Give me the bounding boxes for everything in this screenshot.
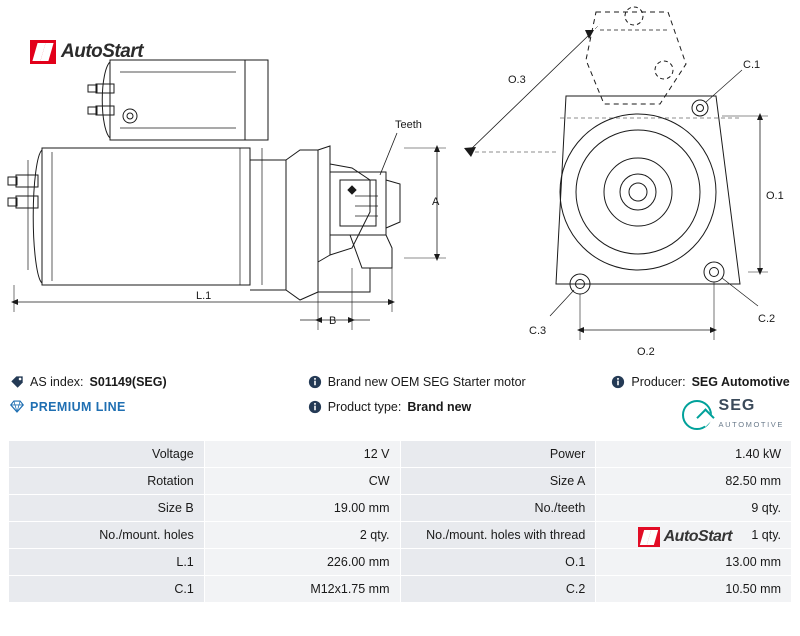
producer-label: Producer: bbox=[631, 375, 686, 389]
info-icon bbox=[308, 374, 322, 389]
info-icon bbox=[308, 399, 322, 414]
spec-value: CW bbox=[204, 468, 400, 495]
seg-ring-icon bbox=[682, 400, 712, 430]
info-strip bbox=[0, 368, 800, 428]
spec-value: 82.50 mm bbox=[596, 468, 792, 495]
info-row-2 bbox=[10, 399, 790, 415]
spec-value: 12 V bbox=[204, 441, 400, 468]
specifications-table bbox=[8, 440, 792, 603]
spec-label: Rotation bbox=[9, 468, 205, 495]
spec-value: 2 qty. bbox=[204, 522, 400, 549]
spec-label: O.1 bbox=[400, 549, 596, 576]
spec-label: L.1 bbox=[9, 549, 205, 576]
info-icon bbox=[611, 374, 625, 389]
spec-value: 10.50 mm bbox=[596, 576, 792, 603]
label-C2: C.2 bbox=[758, 313, 776, 325]
seg-automotive-logo bbox=[682, 398, 784, 432]
premium-line-label: PREMIUM LINE bbox=[30, 400, 126, 414]
product-type-label: Product type: bbox=[327, 400, 402, 414]
label-teeth: Teeth bbox=[395, 119, 422, 131]
seg-logo-name: SEG bbox=[718, 397, 756, 414]
label-L1: L.1 bbox=[196, 290, 212, 302]
spec-label: No./mount. holes bbox=[9, 522, 205, 549]
table-row bbox=[9, 549, 792, 576]
label-B: B bbox=[329, 315, 337, 327]
table-row bbox=[9, 468, 792, 495]
table-row bbox=[9, 495, 792, 522]
info-row-1 bbox=[10, 374, 790, 390]
producer-block bbox=[611, 374, 790, 390]
premium-line-block bbox=[10, 399, 308, 415]
spec-value: 13.00 mm bbox=[596, 549, 792, 576]
label-C3: C.3 bbox=[529, 325, 547, 337]
label-O2: O.2 bbox=[637, 346, 655, 358]
tag-icon bbox=[10, 374, 24, 389]
table-row bbox=[9, 522, 792, 549]
spec-value: M12x1.75 mm bbox=[204, 576, 400, 603]
spec-label: C.1 bbox=[9, 576, 205, 603]
product-type-block bbox=[308, 399, 612, 415]
spec-value: 19.00 mm bbox=[204, 495, 400, 522]
as-index-value: S01149(SEG) bbox=[89, 375, 167, 389]
spec-label: Power bbox=[400, 441, 596, 468]
watermark-text: AutoStart bbox=[663, 528, 732, 545]
table-row bbox=[9, 441, 792, 468]
label-O1: O.1 bbox=[766, 190, 784, 202]
product-type-value: Brand new bbox=[407, 400, 472, 414]
spec-value: 1 qty. bbox=[596, 522, 792, 549]
producer-value: SEG Automotive bbox=[691, 375, 790, 389]
table-row bbox=[9, 576, 792, 603]
label-C1: C.1 bbox=[743, 59, 761, 71]
autostart-mark-icon bbox=[30, 40, 56, 64]
as-index-label: AS index: bbox=[30, 375, 84, 389]
label-O3: O.3 bbox=[508, 74, 526, 86]
seg-logo-words bbox=[719, 398, 784, 432]
spec-value: 226.00 mm bbox=[204, 549, 400, 576]
autostart-logo-text: AutoStart bbox=[61, 41, 144, 62]
spec-value: 9 qty. bbox=[596, 495, 792, 522]
diamond-icon bbox=[10, 399, 24, 414]
spec-label: No./mount. holes with thread bbox=[400, 522, 596, 549]
spec-label: C.2 bbox=[400, 576, 596, 603]
as-index-block bbox=[10, 374, 308, 390]
spec-label: Voltage bbox=[9, 441, 205, 468]
autostart-logo bbox=[30, 40, 143, 64]
label-A: A bbox=[432, 196, 440, 208]
spec-label: Size A bbox=[400, 468, 596, 495]
description-text: Brand new OEM SEG Starter motor bbox=[327, 375, 526, 389]
spec-label: Size B bbox=[9, 495, 205, 522]
seg-logo-sub: AUTOMOTIVE bbox=[718, 419, 784, 429]
spec-value: 1.40 kW bbox=[596, 441, 792, 468]
description-block bbox=[308, 374, 612, 390]
spec-label: No./teeth bbox=[400, 495, 596, 522]
